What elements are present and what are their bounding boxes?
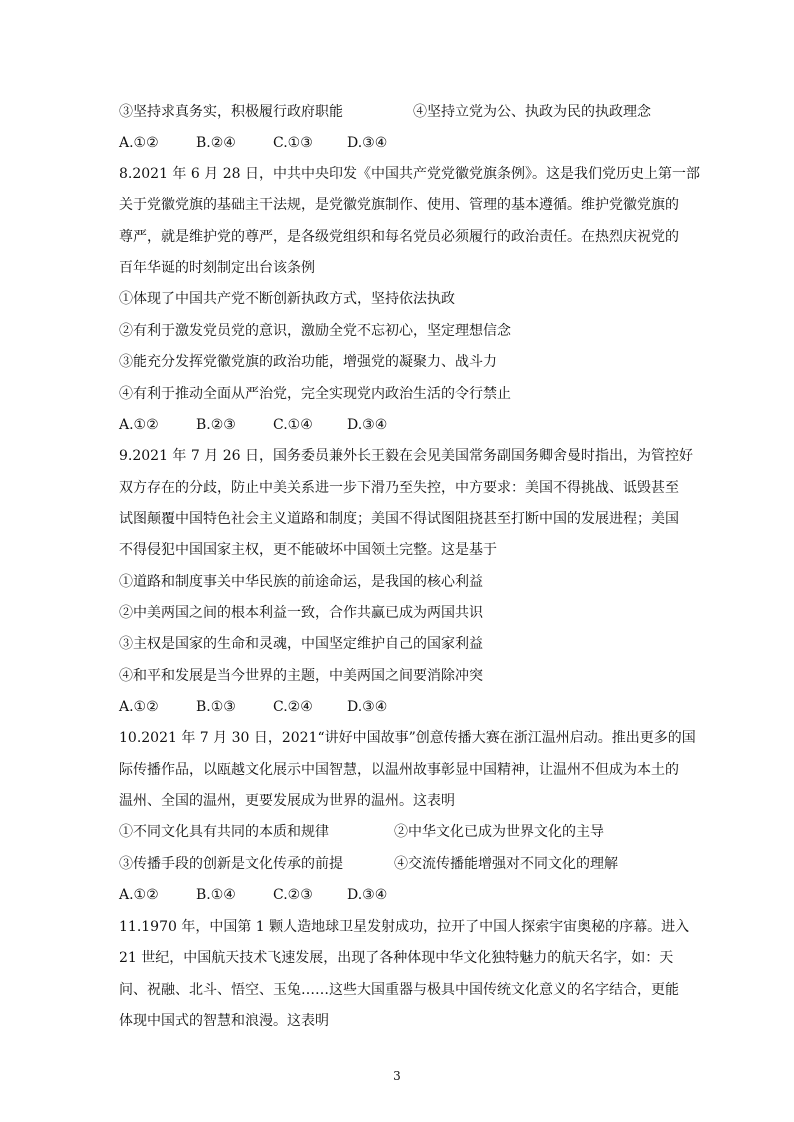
q7-option-c: C.①③ xyxy=(273,135,313,151)
q9-stem-line: 不得侵犯中国国家主权，更不能破坏中国领土完整。这是基于 xyxy=(119,542,497,558)
q7-item-4: ④坚持立党为公、执政为民的执政理念 xyxy=(413,104,651,120)
q9-option-d: D.③④ xyxy=(347,699,388,715)
q7-option-b: B.②④ xyxy=(196,135,236,151)
q10-stem-line: 10.2021 年 7 月 30 日，2021“讲好中国故事”创意传播大赛在浙江温州启动。推出更多的国 xyxy=(119,730,696,746)
q9-stem-line: 双方存在的分歧，防止中美关系进一步下滑乃至失控，中方要求：美国不得挑战、诋毁甚至 xyxy=(119,480,679,496)
q10-stem-line: 际传播作品，以瓯越文化展示中国智慧，以温州故事彰显中国精神，让温州不但成为本土的 xyxy=(119,762,679,778)
q10-option-a: A.①② xyxy=(119,887,159,903)
q8-stem-line: 百年华诞的时刻制定出台该条例 xyxy=(119,260,315,276)
q10-option-b: B.①④ xyxy=(196,887,236,903)
q9-item-4: ④和平和发展是当今世界的主题，中美两国之间要消除冲突 xyxy=(119,668,483,684)
q8-item-2: ②有利于激发党员党的意识，激励全党不忘初心，坚定理想信念 xyxy=(119,323,511,339)
q8-stem-line: 关于党徽党旗的基础主干法规，是党徽党旗制作、使用、管理的基本遵循。维护党徽党旗的 xyxy=(119,197,679,213)
q8-stem-line: 尊严，就是维护党的尊严，是各级党组织和每名党员必须履行的政治责任。在热烈庆祝党的 xyxy=(119,229,679,245)
q9-item-2: ②中美两国之间的根本利益一致，合作共赢已成为两国共识 xyxy=(119,605,483,621)
q11-stem-line: 21 世纪，中国航天技术飞速发展，出现了各种体现中华文化独特魅力的航天名字，如：天 xyxy=(119,950,674,966)
q8-option-c: C.①④ xyxy=(273,417,313,433)
q11-stem-line: 11.1970 年，中国第 1 颗人造地球卫星发射成功，拉开了中国人探索宇宙奥秘的序幕。进入 xyxy=(119,919,690,935)
q10-item-3: ③传播手段的创新是文化传承的前提 xyxy=(119,856,343,872)
q8-item-4: ④有利于推动全面从严治党，完全实现党内政治生活的令行禁止 xyxy=(119,386,511,402)
q8-item-3: ③能充分发挥党徽党旗的政治功能，增强党的凝聚力、战斗力 xyxy=(119,354,497,370)
q9-option-b: B.①③ xyxy=(196,699,236,715)
q10-option-c: C.②③ xyxy=(273,887,313,903)
q10-item-2: ②中华文化已成为世界文化的主导 xyxy=(394,824,604,840)
q9-option-c: C.②④ xyxy=(273,699,313,715)
q10-item-1: ①不同文化具有共同的本质和规律 xyxy=(119,824,329,840)
q9-item-1: ①道路和制度事关中华民族的前途命运，是我国的核心利益 xyxy=(119,574,483,590)
q11-stem-line: 问、祝融、北斗、悟空、玉兔……这些大国重器与极具中国传统文化意义的名字结合，更能 xyxy=(119,982,679,998)
q8-stem-line: 8.2021 年 6 月 28 日，中共中央印发《中国共产党党徽党旗条例》。这是我们党历史上第一部 xyxy=(119,166,700,182)
q8-option-b: B.②③ xyxy=(196,417,236,433)
q10-item-4: ④交流传播能增强对不同文化的理解 xyxy=(394,856,618,872)
q7-option-d: D.③④ xyxy=(347,135,388,151)
q7-item-3: ③坚持求真务实，积极履行政府职能 xyxy=(119,104,343,120)
q9-item-3: ③主权是国家的生命和灵魂，中国坚定维护自己的国家利益 xyxy=(119,636,483,652)
page-number: 3 xyxy=(393,1069,401,1083)
q8-option-a: A.①② xyxy=(119,417,159,433)
q9-stem-line: 试图颠覆中国特色社会主义道路和制度；美国不得试图阻挠甚至打断中国的发展进程；美国 xyxy=(119,511,679,527)
q8-item-1: ①体现了中国共产党不断创新执政方式，坚持依法执政 xyxy=(119,291,455,307)
q11-stem-line: 体现中国式的智慧和浪漫。这表明 xyxy=(119,1013,329,1029)
q7-option-a: A.①② xyxy=(119,135,159,151)
q10-option-d: D.③④ xyxy=(347,887,388,903)
q8-option-d: D.③④ xyxy=(347,417,388,433)
q9-option-a: A.①② xyxy=(119,699,159,715)
q10-stem-line: 温州、全国的温州，更要发展成为世界的温州。这表明 xyxy=(119,793,455,809)
q9-stem-line: 9.2021 年 7 月 26 日，国务委员兼外长王毅在会见美国常务副国务卿舍曼时指出，为管控好 xyxy=(119,448,693,464)
